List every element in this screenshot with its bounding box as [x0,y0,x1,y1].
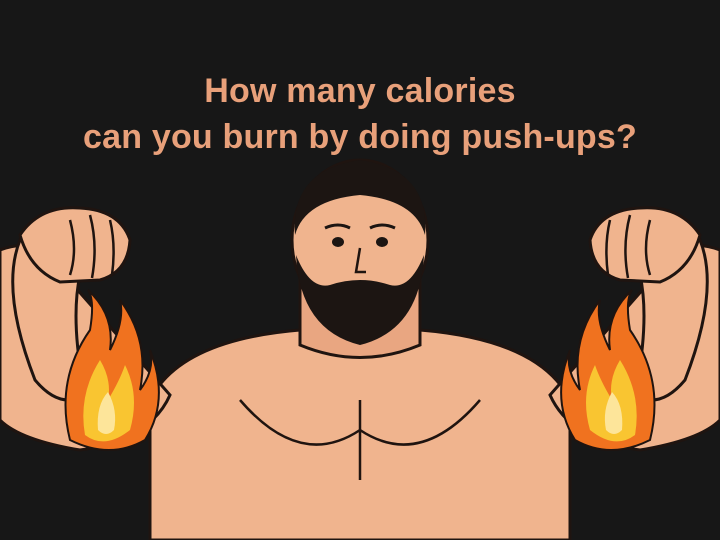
headline-line-2: can you burn by doing push-ups? [83,118,637,156]
headline-line-1: How many calories [204,72,516,110]
right-eye [376,237,388,247]
left-eye [332,237,344,247]
headline [0,68,720,160]
